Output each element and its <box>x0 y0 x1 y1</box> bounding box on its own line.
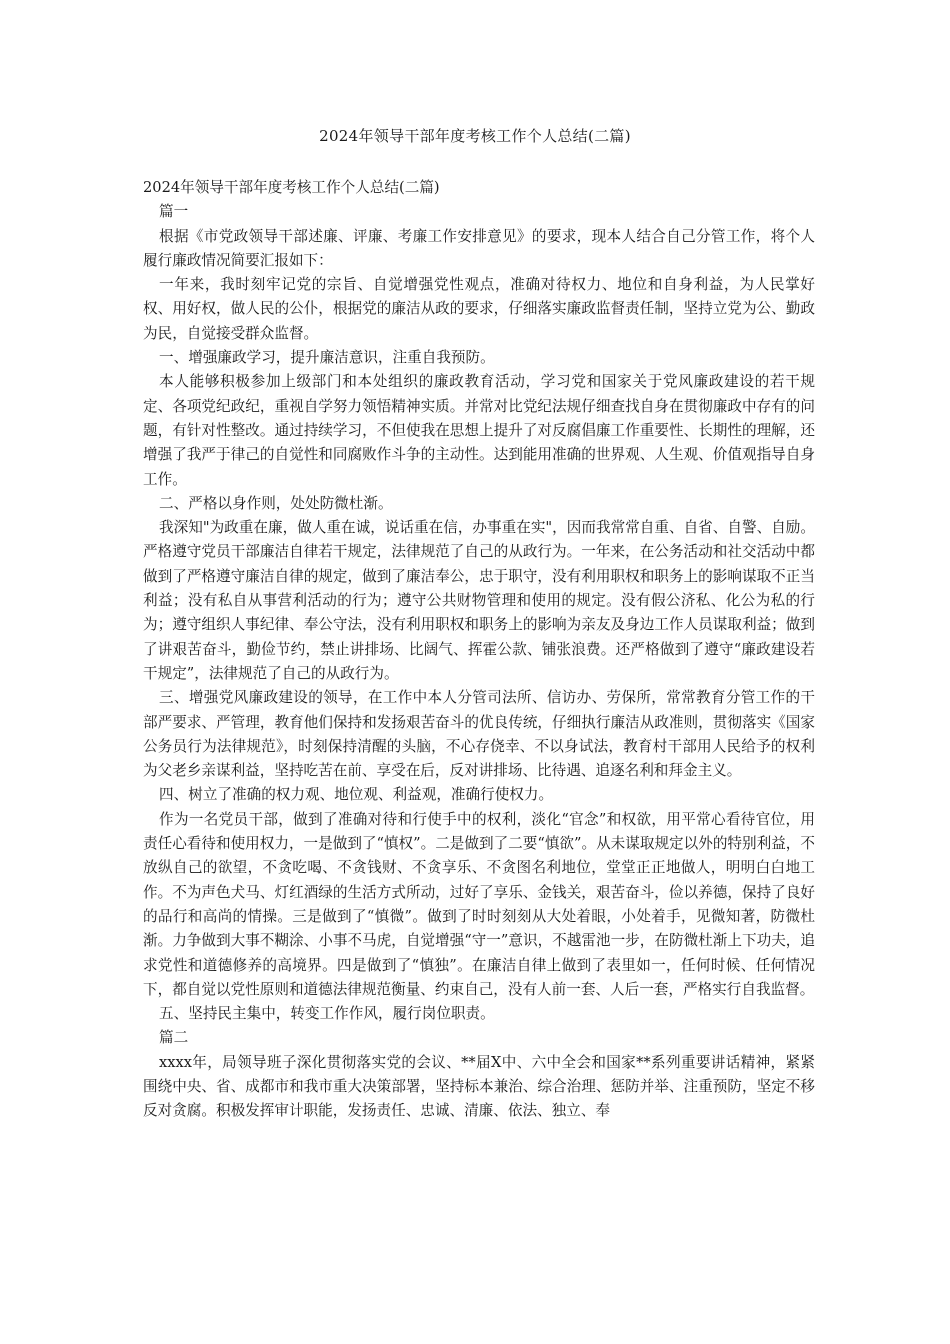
paragraph: xxxx年，局领导班子深化贯彻落实党的会议、**届X中、六中全会和国家**系列重要讲话精神，紧紧围绕中央、省、成都市和我市重大决策部署，坚持标本兼治、综合治理、惩防并举、注重预防，坚定不移反对贪腐。积极发挥审计职能，发扬责任、忠诚、清廉、依法、独立、奉 <box>143 1053 815 1120</box>
paragraph: 根据《市党政领导干部述廉、评廉、考廉工作安排意见》的要求，现本人结合自己分管工作，将个人履行廉政情况简要汇报如下： <box>143 227 815 269</box>
paragraph: 五、坚持民主集中，转变工作作风，履行岗位职责。 <box>159 1005 495 1023</box>
paragraph: 篇二 <box>159 1029 189 1047</box>
paragraph: 我深知"为政重在廉，做人重在诚，说话重在信，办事重在实"，因而我常常自重、自省、自警、自励。严格遵守党员干部廉洁自律若干规定，法律规范了自己的从政行为。一年来，在公务活动和社交活动中都做到了严格遵守廉洁自律的规定，做到了廉洁奉公，忠于职守，没有利用职权和职务上的影响谋取不正当利益；没有私自从事营利活动的行为；遵守公共财物管理和使用的规定。没有假公济私、化公为私的行为；遵守组织人事纪律、奉公守法，没有利用职权和职务上的影响为亲友及身边工作人员谋取利益；做到了讲艰苦奋斗，勤俭节约，禁止讲排场、比阔气、挥霍公款、铺张浪费。还严格做到了遵守“廉政建设若干规定”，法律规范了自己的从政行为。 <box>143 519 815 682</box>
paragraph: 一、增强廉政学习，提升廉洁意识，注重自我预防。 <box>159 349 495 367</box>
document-title: 2024年领导干部年度考核工作个人总结(二篇) <box>319 127 631 145</box>
paragraph: 二、严格以身作则，处处防微杜渐。 <box>159 494 393 512</box>
paragraph: 三、增强党风廉政建设的领导，在工作中本人分管司法所、信访办、劳保所，常常教育分管工作的干部严要求、严管理，教育他们保持和发扬艰苦奋斗的优良传统，仔细执行廉洁从政准则，贯彻落实《国家公务员行为法律规范》，时刻保持清醒的头脑，不心存侥幸、不以身试法，教育村干部用人民给予的权利为父老乡亲谋利益，坚持吃苦在前、享受在后，反对讲排场、比待遇、追逐名利和拜金主义。 <box>143 689 815 780</box>
document-subtitle: 2024年领导干部年度考核工作个人总结(二篇) <box>143 179 440 196</box>
document-body <box>143 176 815 1124</box>
paragraph: 作为一名党员干部，做到了准确对待和行使手中的权利，淡化“官念”和权欲，用平常心看待官位，用责任心看待和使用权力，一是做到了“慎权”。二是做到了二要“慎欲”。从未谋取规定以外的特别利益，不放纵自己的欲望，不贪吃喝、不贪钱财、不贪享乐、不贪图名利地位，堂堂正正地做人，明明白白地工作。不为声色犬马、灯红酒绿的生活方式所动，过好了享乐、金钱关，艰苦奋斗，俭以养德，保持了良好的品行和高尚的情操。三是做到了“慎微”。做到了时时刻刻从大处着眼，小处着手，见微知著，防微杜渐。力争做到大事不糊涂、小事不马虎，自觉增强“守一”意识，不越雷池一步，在防微杜渐上下功夫，追求党性和道德修养的高境界。四是做到了“慎独”。在廉洁自律上做到了表里如一，任何时候、任何情况下，都自觉以党性原则和道德法律规范衡量、约束自己，没有人前一套、人后一套，严格实行自我监督。 <box>143 810 815 998</box>
paragraph: 篇一 <box>159 203 189 221</box>
paragraph: 本人能够积极参加上级部门和本处组织的廉政教育活动，学习党和国家关于党风廉政建设的若干规定、各项党纪政纪，重视自学努力领悟精神实质。并常对比党纪法规仔细查找自身在贯彻廉政中存有的问题，有针对性整改。通过持续学习，不但使我在思想上提升了对反腐倡廉工作重要性、长期性的理解，还增强了我严于律己的自觉性和同腐败作斗争的主动性。达到能用准确的世界观、人生观、价值观指导自身工作。 <box>143 373 815 488</box>
paragraph: 四、树立了准确的权力观、地位观、利益观，准确行使权力。 <box>159 786 554 804</box>
paragraph: 一年来，我时刻牢记党的宗旨、自觉增强党性观点，准确对待权力、地位和自身利益，为人民掌好权、用好权，做人民的公仆，根据党的廉洁从政的要求，仔细落实廉政监督责任制，坚持立党为公、勤政为民，自觉接受群众监督。 <box>143 276 815 342</box>
